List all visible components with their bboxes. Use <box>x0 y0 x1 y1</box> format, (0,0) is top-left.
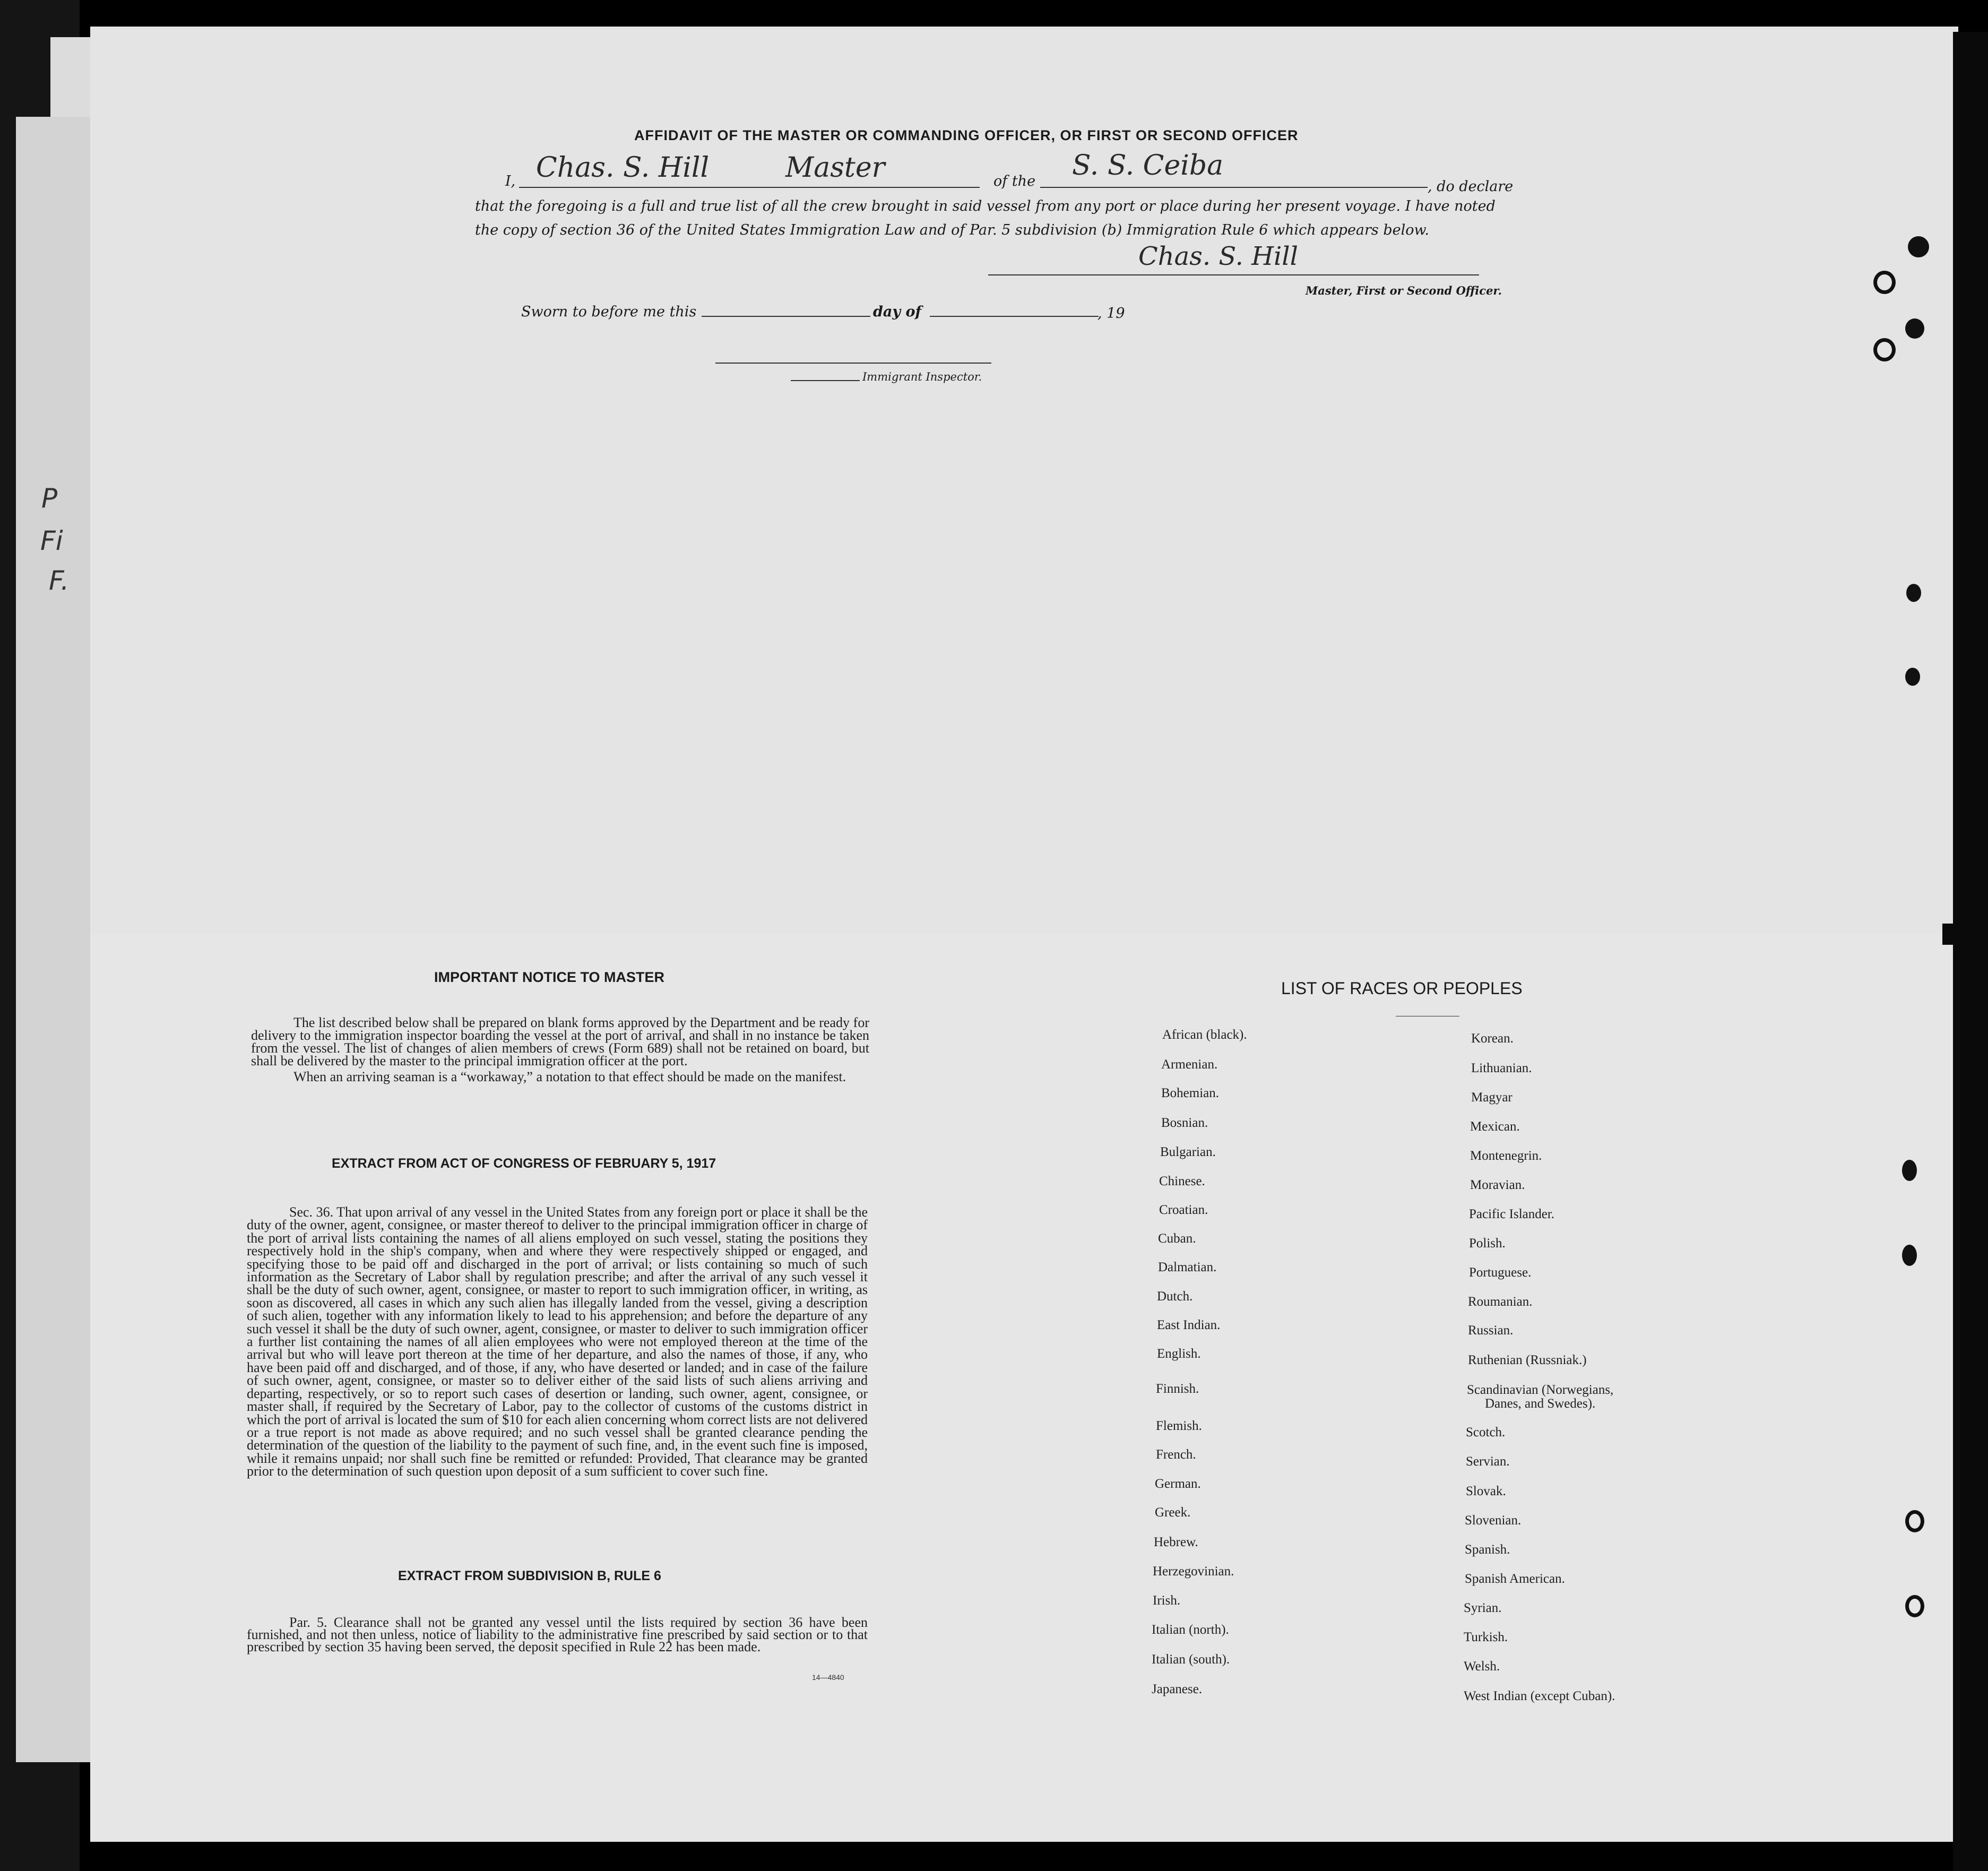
race-item: English. <box>1157 1347 1201 1361</box>
affidavit-line1-mid: of the <box>993 173 1036 189</box>
race-item: Polish. <box>1469 1236 1506 1251</box>
rule-body <box>247 1616 868 1656</box>
race-item: East Indian. <box>1157 1318 1221 1332</box>
document-page-upper-panel <box>90 27 1958 934</box>
punch-hole <box>1873 271 1896 294</box>
race-item: Slovenian. <box>1465 1513 1522 1528</box>
race-item: Bosnian. <box>1161 1116 1208 1130</box>
punch-hole <box>1873 338 1896 361</box>
race-item: Cuban. <box>1158 1231 1196 1246</box>
margin-text: P <box>41 483 58 514</box>
race-item: Finnish. <box>1156 1382 1199 1396</box>
handwritten-name: Chas. S. Hill <box>536 152 710 184</box>
film-border-right <box>1953 32 1988 1871</box>
act-heading: EXTRACT FROM ACT OF CONGRESS OF FEBRUARY 5, 1917 <box>332 1156 716 1171</box>
signature-caption: Master, First or Second Officer. <box>1306 284 1502 297</box>
affidavit-line3: the copy of section 36 of the United States Immigration Law and of Par. 5 subdivision (b) Immigration Rule 6 which appears below. <box>475 222 1430 238</box>
race-item: Dutch. <box>1157 1289 1193 1304</box>
handwritten-signature: Chas. S. Hill <box>1138 242 1299 271</box>
race-item: Spanish. <box>1465 1542 1510 1557</box>
race-item: French. <box>1156 1447 1196 1462</box>
inspector-short-line <box>791 380 860 381</box>
race-item: Greek. <box>1155 1505 1191 1520</box>
signature-line <box>988 274 1479 275</box>
sworn-prefix: Sworn to before me this <box>521 304 697 320</box>
race-item: Pacific Islander. <box>1469 1207 1555 1221</box>
punch-hole <box>1905 1595 1924 1617</box>
race-item: Ruthenian (Russniak.) <box>1468 1353 1587 1367</box>
race-item: Armenian. <box>1161 1057 1218 1072</box>
notice-paragraph: The list described below shall be prepared on blank forms approved by the Department and be ready for delivery to the immigration inspector boarding the vessel at the port of arrival, and shall in no instance be taken from the vessel. The list of changes of alien members of crews (Form 689) shall not be retained on board, but shall be delivered by the master to the principal immigration officer at the port. <box>251 1015 869 1068</box>
race-item: Herzegovinian. <box>1153 1564 1234 1579</box>
vessel-blank-line <box>1040 187 1428 188</box>
sworn-day: day of <box>873 304 922 320</box>
race-item: Irish. <box>1153 1593 1181 1608</box>
punch-hole <box>1905 668 1920 686</box>
notice-paragraph: When an arriving seaman is a “workaway,” a notation to that effect should be made on the manifest. <box>293 1069 846 1084</box>
rule-heading: EXTRACT FROM SUBDIVISION B, RULE 6 <box>398 1568 661 1583</box>
race-item: Montenegrin. <box>1470 1149 1542 1163</box>
sworn-month-line <box>930 316 1099 317</box>
handwritten-title: Master <box>785 152 885 184</box>
race-item: Danes, and Swedes). <box>1485 1396 1596 1411</box>
race-item: Dalmatian. <box>1158 1260 1217 1274</box>
race-item: Portuguese. <box>1469 1265 1532 1280</box>
race-item: Slovak. <box>1466 1484 1506 1498</box>
races-title: LIST OF RACES OR PEOPLES <box>1281 979 1523 998</box>
affidavit-line2: that the foregoing is a full and true list of all the crew brought in said vessel from any port or place during her present voyage. I have noted <box>475 198 1496 214</box>
race-item: Russian. <box>1468 1323 1514 1338</box>
punch-hole <box>1902 1160 1917 1181</box>
sworn-year: , 19 <box>1097 305 1125 322</box>
race-item: German. <box>1155 1477 1201 1491</box>
race-item: Scotch. <box>1466 1425 1506 1439</box>
race-item: Italian (south). <box>1152 1652 1230 1667</box>
punch-hole <box>1902 1245 1917 1266</box>
affidavit-line1-prefix: I, <box>505 173 516 189</box>
race-item: Japanese. <box>1152 1682 1203 1696</box>
race-item: Mexican. <box>1470 1119 1520 1134</box>
handwritten-vessel: S. S. Ceiba <box>1072 150 1224 182</box>
race-item: Bohemian. <box>1161 1086 1220 1100</box>
race-item: Turkish. <box>1464 1630 1508 1644</box>
race-item: Italian (north). <box>1152 1623 1229 1637</box>
race-item: Lithuanian. <box>1471 1061 1532 1075</box>
race-item: West Indian (except Cuban). <box>1464 1689 1615 1703</box>
race-item: Hebrew. <box>1154 1535 1198 1549</box>
page-fold-notch <box>1942 924 1964 945</box>
race-item: Magyar <box>1471 1090 1512 1105</box>
sworn-date-line <box>702 316 870 317</box>
inspector-caption: Immigrant Inspector. <box>862 370 982 383</box>
affidavit-line1-suffix: , do declare <box>1428 178 1514 195</box>
race-item: Welsh. <box>1464 1659 1500 1674</box>
underlying-sheet-edge <box>16 117 90 1762</box>
race-item: Servian. <box>1466 1454 1510 1469</box>
notice-heading: IMPORTANT NOTICE TO MASTER <box>434 969 664 985</box>
race-item: Croatian. <box>1159 1203 1208 1217</box>
inspector-signature-line <box>715 363 991 364</box>
race-item: Syrian. <box>1464 1601 1502 1615</box>
race-item: African (black). <box>1162 1028 1247 1042</box>
race-item: Chinese. <box>1159 1174 1205 1188</box>
margin-text: F. <box>49 565 70 596</box>
race-item: Bulgarian. <box>1160 1145 1216 1159</box>
punch-hole <box>1905 1510 1924 1532</box>
affidavit-title: AFFIDAVIT OF THE MASTER OR COMMANDING OFFICER, OR FIRST OR SECOND OFFICER <box>634 127 1299 143</box>
race-item: Flemish. <box>1156 1419 1202 1433</box>
notice-body <box>251 1016 869 1087</box>
punch-hole <box>1906 584 1921 602</box>
race-item: Moravian. <box>1470 1178 1525 1192</box>
act-section-36 <box>247 1206 868 1481</box>
race-item: Spanish American. <box>1465 1572 1565 1586</box>
form-number: 14—4840 <box>812 1673 844 1682</box>
act-text: Sec. 36. That upon arrival of any vessel in the United States from any foreign port or place it shall be the duty of the owner, agent, consignee, or master thereof to deliver to the principal immigration officer in charge of the port of arrival lists containing the names of all aliens employed on such vessel, stating the positions they respectively hold in the ship's company, when and where they were respectively shipped or engaged, and specifying those to be paid off and discharged in the port of arrival; or lists containing so much of such information as the Secretary of Labor shall by regulation prescribe; and after the arrival of any such vessel it shall be the duty of such owner, agent, consignee, or master to report to such immigration officer, in writing, as soon as discovered, all cases in which any such alien has illegally landed from the vessel, giving a description of such alien, together with any information likely to lead to his apprehension; and before the departure of any such vessel it shall be the duty of such owner, agent, consignee, or master to deliver to such immigration officer a further list containing the names of all alien employees who were not employed thereon at the time of the arrival but who will leave port thereon at the time of her departure, and also the names of those, if any, who have been paid off and discharged, and of those, if any, who have deserted or landed; and in case of the failure of such owner, agent, consignee, or master so to deliver either of the said lists of such aliens arriving and departing, respectively, or so to report such cases of desertion or landing, such owner, agent, consignee, or master shall, if required by the Secretary of Labor, pay to the collector of customs of the customs district in which the port of arrival is located the sum of $10 for each alien concerning whom correct lists are not delivered or a true report is not made as above required; and no such vessel shall be granted clearance pending the determination of the question of the liability to the payment of such fine, and, in the event such fine is imposed, while it remains unpaid; nor shall such fine be remitted or refunded: Provided, That clearance may be granted prior to the determination of such question upon deposit of a sum sufficient to cover such fine. <box>247 1204 868 1479</box>
punch-hole <box>1908 236 1929 257</box>
name-blank-line <box>519 187 980 188</box>
race-item: Korean. <box>1471 1031 1514 1046</box>
margin-text: Fi <box>40 525 63 556</box>
race-item: Roumanian. <box>1468 1295 1533 1309</box>
rule-text: Par. 5. Clearance shall not be granted any vessel until the lists required by section 36 have been furnished, and not then unless, notice of liability to the administrative fine prescribed by said section or to that prescribed by section 35 having been served, the deposit specified in Rule 22 has been made. <box>247 1615 868 1654</box>
race-item: Scandinavian (Norwegians, <box>1467 1383 1614 1397</box>
punch-hole <box>1905 318 1924 339</box>
